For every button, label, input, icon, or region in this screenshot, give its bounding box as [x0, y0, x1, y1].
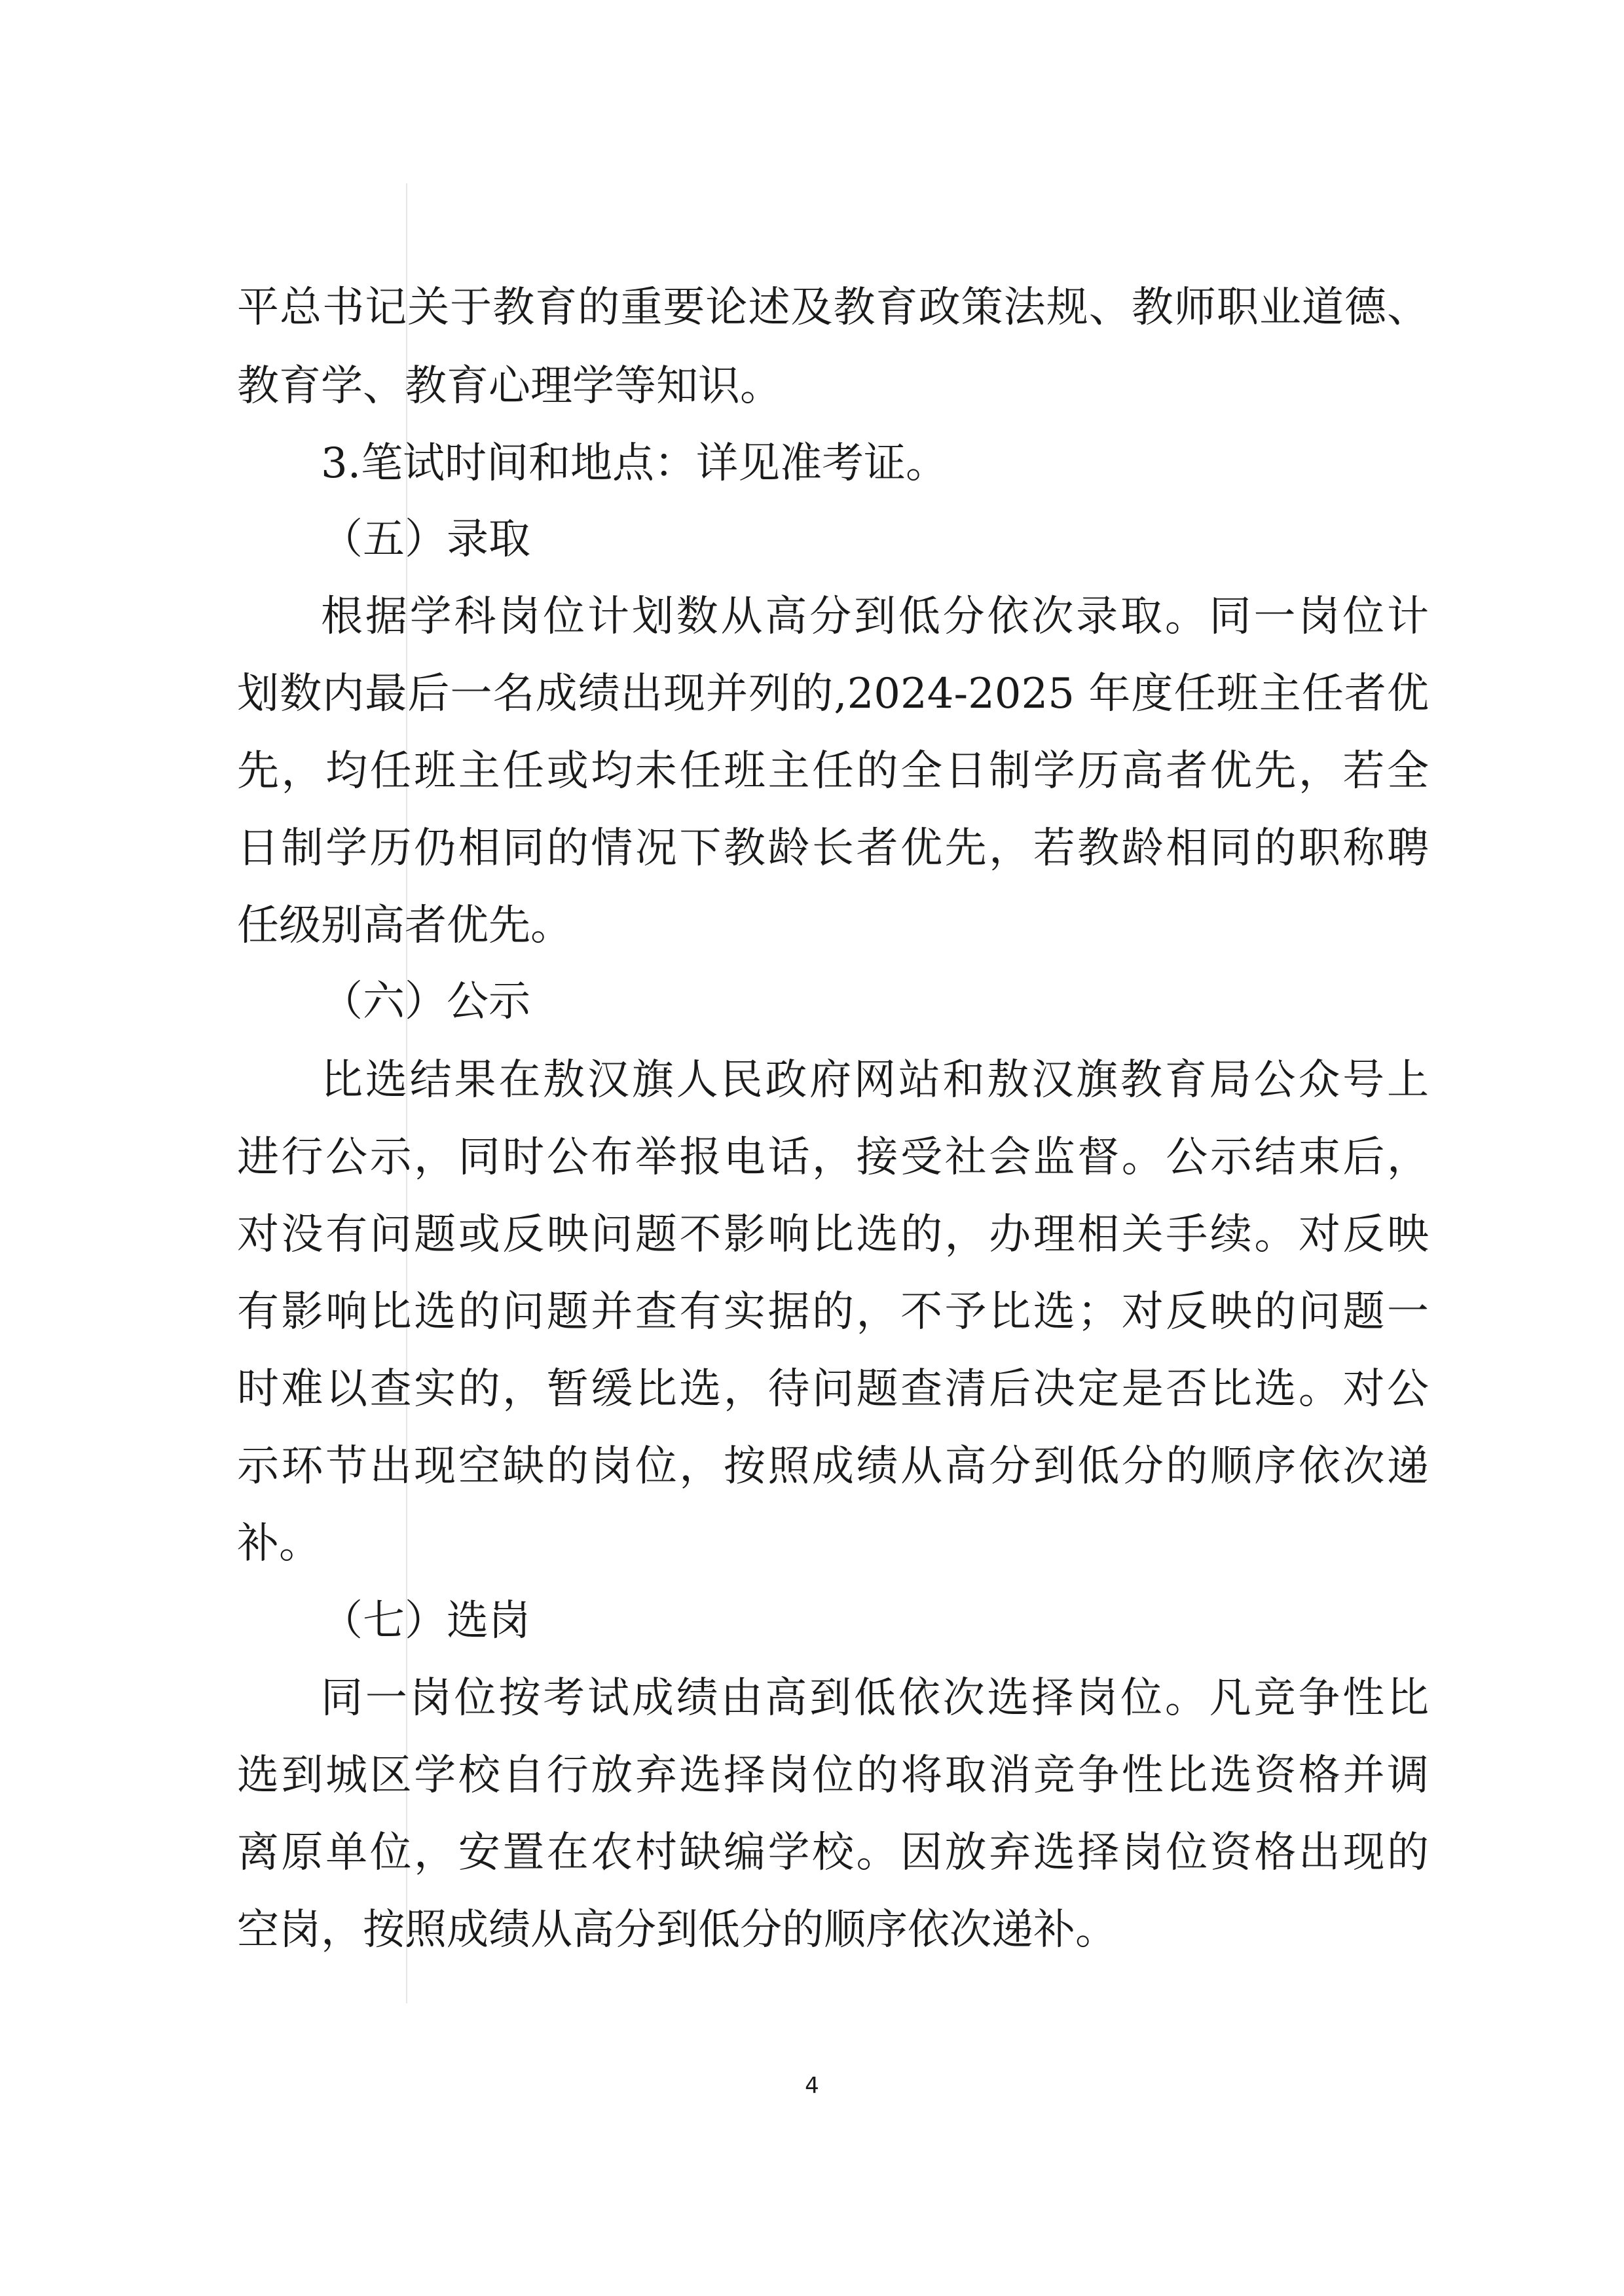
- body-text-line: 任级别高者优先。: [237, 902, 572, 950]
- body-text-line: 先，均任班主任或均未任班主任的全日制学历高者优先，若全: [237, 747, 1429, 795]
- section-heading-xuangang: （七）选岗: [321, 1597, 530, 1645]
- body-text-line: 划数内最后一名成绩出现并列的,2024-2025 年度任班主任者优: [237, 670, 1429, 718]
- section-heading-gongshi: （六）公示: [321, 977, 530, 1026]
- body-text-line: 平总书记关于教育的重要论述及教育政策法规、教师职业道德、: [237, 283, 1429, 332]
- body-text-line: 教育学、教育心理学等知识。: [237, 362, 782, 410]
- section-heading-luqu: （五）录取: [321, 515, 530, 564]
- body-text-line: 空岗，按照成绩从高分到低分的顺序依次递补。: [237, 1906, 1117, 1954]
- body-text-line: 日制学历仍相同的情况下教龄长者优先，若教龄相同的职称聘: [237, 824, 1429, 873]
- body-text-line: 进行公示，同时公布举报电话，接受社会监督。公示结束后，: [237, 1133, 1429, 1182]
- page-number: 4: [805, 2073, 819, 2099]
- body-text-line: 补。: [237, 1520, 321, 1568]
- body-text-line: 根据学科岗位计划数从高分到低分依次录取。同一岗位计: [321, 592, 1429, 641]
- body-text-line: 对没有问题或反映问题不影响比选的，办理相关手续。对反映: [237, 1211, 1429, 1259]
- body-text-line: 时难以查实的，暂缓比选，待问题查清后决定是否比选。对公: [237, 1365, 1429, 1413]
- body-text-line: 选到城区学校自行放弃选择岗位的将取消竞争性比选资格并调: [237, 1751, 1429, 1800]
- body-text-line: 示环节出现空缺的岗位，按照成绩从高分到低分的顺序依次递: [237, 1442, 1429, 1491]
- body-text-line: 离原单位，安置在农村缺编学校。因放弃选择岗位资格出现的: [237, 1829, 1429, 1877]
- body-text-line: 有影响比选的问题并查有实据的，不予比选；对反映的问题一: [237, 1288, 1429, 1336]
- body-text-line: 比选结果在敖汉旗人民政府网站和敖汉旗教育局公众号上: [321, 1056, 1429, 1104]
- body-text-line: 3.笔试时间和地点：详见准考证。: [321, 439, 948, 488]
- body-text-line: 同一岗位按考试成绩由高到低依次选择岗位。凡竞争性比: [321, 1674, 1429, 1722]
